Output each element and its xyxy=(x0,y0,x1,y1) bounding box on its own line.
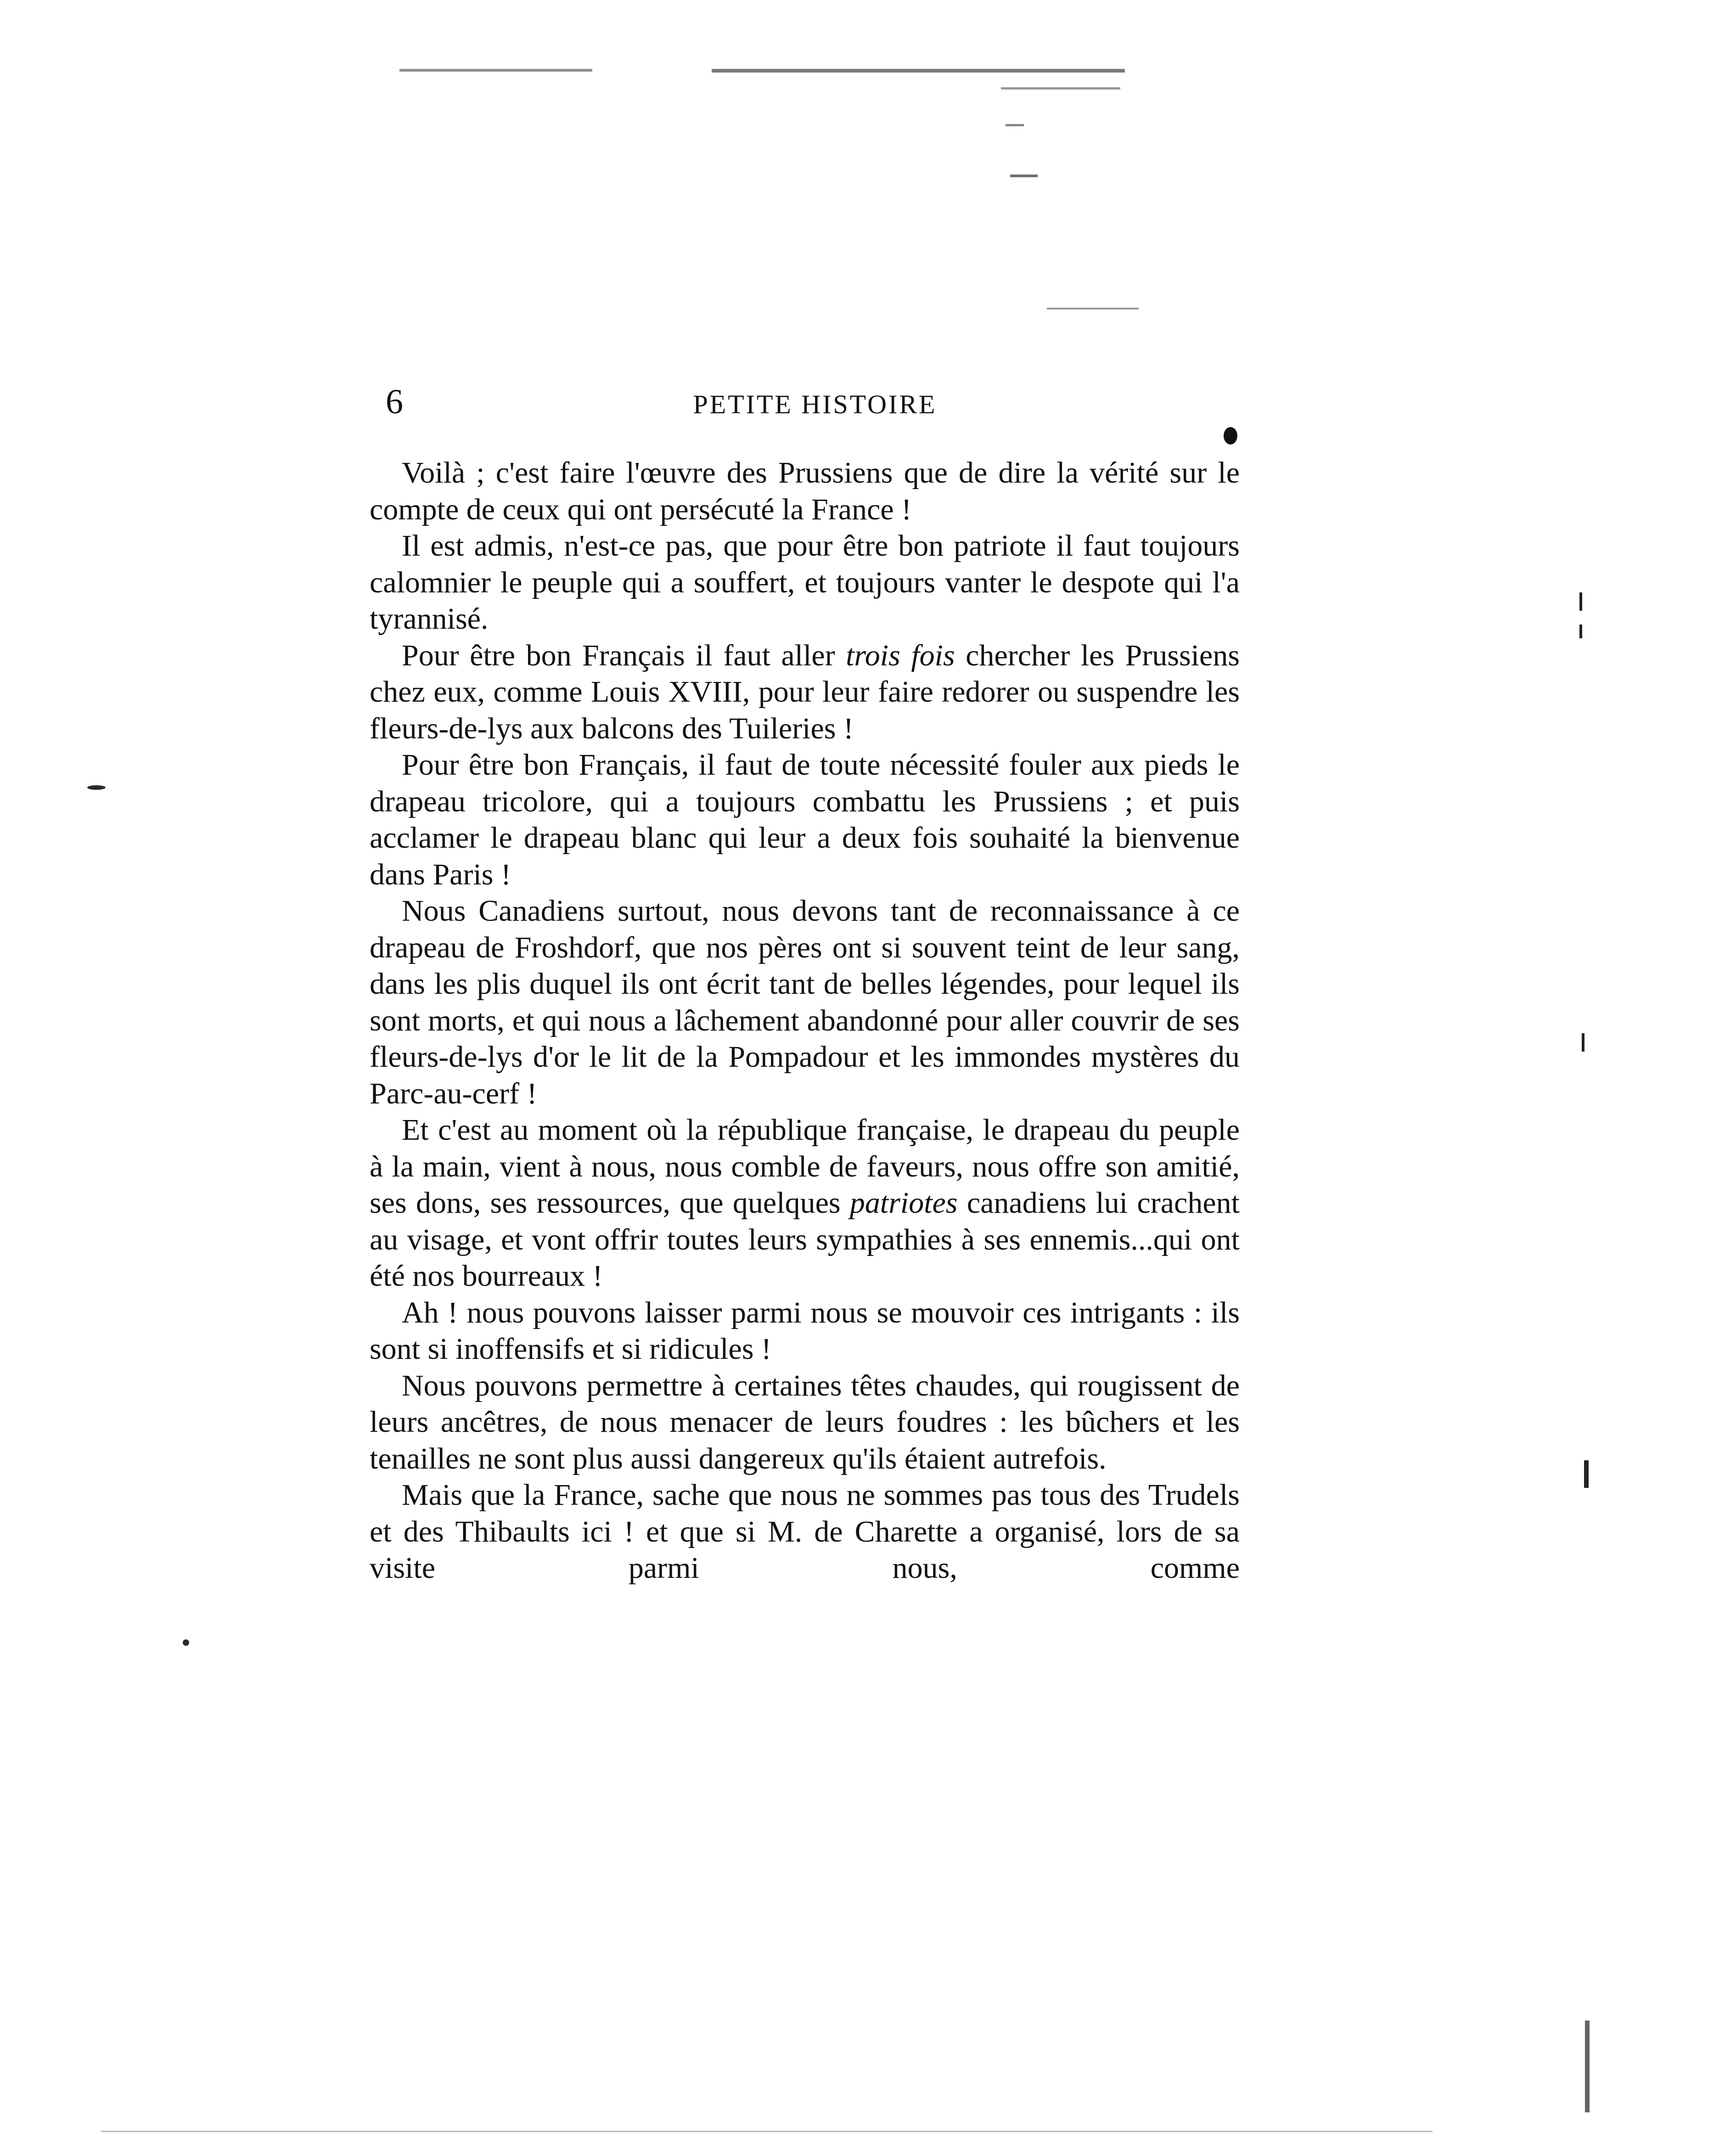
speck-1 xyxy=(87,785,106,790)
scan-noise-top-6 xyxy=(1047,308,1139,310)
paragraph-3-part-2: chercher les Prussiens chez eux, comme Louis XVIII, pour leur faire redorer ou suspendre les fleurs-de-lys aux balcons des Tuileries ! xyxy=(370,638,1240,745)
page-header xyxy=(372,381,1258,422)
paragraph-3 xyxy=(370,637,1240,747)
paragraph-6-part-1: Et c'est au moment où la république française, le drapeau du peuple à la main, vient à nous, nous comble de faveurs, nous offre son amitié, ses dons, ses ressources, que quelques xyxy=(370,1113,1240,1220)
scan-noise-top-2 xyxy=(712,69,1125,73)
paragraph-8: Nous pouvons permettre à certaines têtes chaudes, qui rougissent de leurs ancêtres, de nous menacer de leurs foudres : les bûchers et les tenailles ne sont plus aussi dangereux qu'ils étaient autrefois. xyxy=(370,1368,1240,1475)
paragraph-3-part-1: Pour être bon Français il faut aller xyxy=(402,638,846,672)
speck-2 xyxy=(183,1639,189,1646)
edge-mark-2 xyxy=(1579,625,1582,638)
paragraph-2: Il est admis, n'est-ce pas, que pour être bon patriote il faut toujours calomnier le peuple qui a souffert, et toujours vanter le despote qui l'a tyrannisé. xyxy=(370,529,1240,636)
scan-noise-bottom xyxy=(101,2131,1433,2132)
running-title: PETITE HISTOIRE xyxy=(693,389,937,419)
edge-mark-5 xyxy=(1585,2021,1590,2112)
paragraph-1: Voilà ; c'est faire l'œuvre des Prussiens que de dire la vérité sur le compte de ceux qui ont persécuté la France ! xyxy=(370,456,1240,526)
scan-noise-top-3 xyxy=(1001,87,1120,90)
paragraph-6-emphasis: patriotes xyxy=(849,1186,958,1220)
paragraph-3-emphasis: trois fois xyxy=(846,638,955,672)
edge-mark-1 xyxy=(1579,592,1582,611)
paragraph-4: Pour être bon Français, il faut de toute nécessité fouler aux pieds le drapeau tricolore, qui a toujours combattu les Prussiens ; et puis acclamer le drapeau blanc qui leur a deux fois souhaité la bienvenue dans Paris ! xyxy=(370,748,1240,891)
paragraph-5: Nous Canadiens surtout, nous devons tant de reconnaissance à ce drapeau de Froshdorf, que nos pères ont si souvent teint de leur sang, dans les plis duquel ils ont écrit tant de belles légendes, pour lequel ils sont morts, et qui nous a lâchement abandonné pour aller couvrir de ses fleurs-de-lys d'or le lit de la Pompadour et les immondes mystères du Parc-au-cerf ! xyxy=(370,894,1240,1110)
scan-noise-top-1 xyxy=(399,69,592,72)
scan-noise-top-4 xyxy=(1006,124,1024,126)
paragraph-9: Mais que la France, sache que nous ne sommes pas tous des Trudels et des Thibaults ici ! et que si M. de Charette a organisé, lors de sa visite parmi nous, comme xyxy=(370,1478,1240,1585)
edge-mark-3 xyxy=(1582,1033,1584,1052)
page-number: 6 xyxy=(386,383,403,421)
paragraph-7: Ah ! nous pouvons laisser parmi nous se mouvoir ces intrigants : ils sont si inoffensifs et si ridicules ! xyxy=(370,1295,1240,1366)
body-text xyxy=(370,455,1240,1587)
paragraph-6-part-2: canadiens lui crachent au visage, et vont offrir toutes leurs sympathies à ses ennemis...qui ont été nos bourreaux ! xyxy=(370,1186,1240,1293)
scan-noise-top-5 xyxy=(1010,175,1038,177)
paragraph-6 xyxy=(370,1112,1240,1295)
ink-dot xyxy=(1224,427,1237,445)
edge-mark-4 xyxy=(1584,1460,1589,1488)
